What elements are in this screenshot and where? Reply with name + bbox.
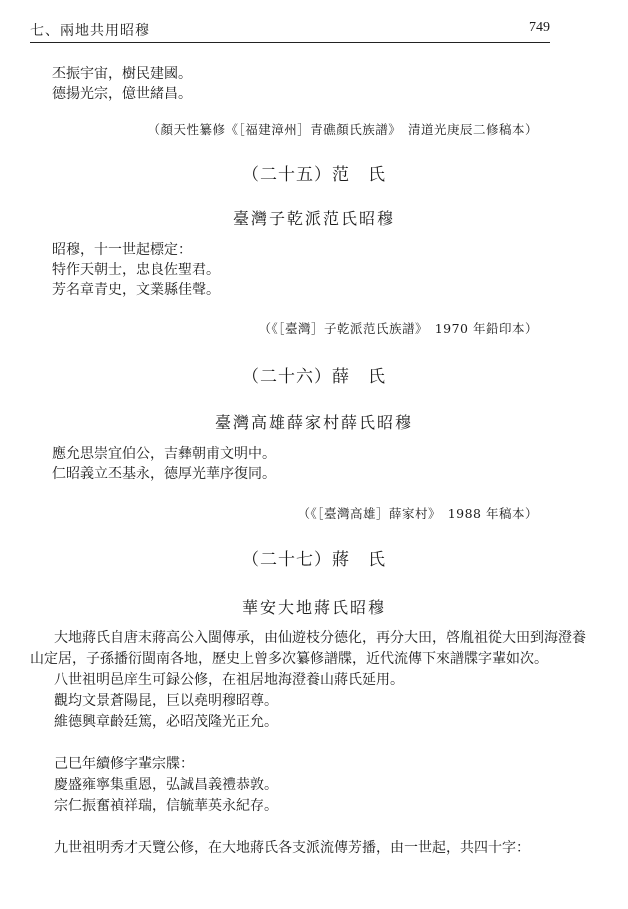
fan-citation: （《［臺灣］子乾派范氏族譜》 1970 年鉛印本） [258,321,538,336]
poem-line: 芳名章青史，文業縣佳聲。 [52,282,220,298]
subheading-jiang: 華安大地蔣氏昭穆 [241,598,386,617]
top-poem [52,64,192,104]
poem-line: 昭穆，十一世起標定： [52,242,192,258]
section-heading-xue: （二十六）薛 氏 [242,367,386,387]
poem-line: 特作天朝士，忠良佐聖君。 [52,262,220,278]
verse-line: 宗仁振奮禎祥瑞，信毓華英永紀存。 [54,798,278,814]
poem-line: 應允思崇宜伯公，吉彝朝甫文明中。 [52,446,276,462]
poem-line: 丕振宇宙，樹民建國。 [52,66,192,82]
ninth-generation-note: 九世祖明秀才天覽公修，在大地蔣氏各支派流傳芳播，由一世起，共四十字： [54,840,530,856]
xue-citation: （《［臺灣高雄］薛家村》 1988 年稿本） [297,506,538,521]
subheading-xue: 臺灣高雄薛家村薛氏昭穆 [214,413,413,432]
verse-line: 慶盛雍寧集重恩，弘誠昌義禮恭敦。 [54,777,278,793]
section-heading-fan: （二十五）范 氏 [242,165,386,185]
page-number: 749 [529,20,550,35]
xue-generation-poem [52,444,276,484]
section-heading-jiang: （二十七）蔣 氏 [242,550,386,570]
verse-line: 觀均文景蒼陽昆，巨以堯明穆昭尊。 [54,693,278,709]
poem-line: 仁昭義立丕基永，德厚光華序復同。 [52,466,276,482]
eighth-generation-note: 八世祖明邑庠生可録公修，在祖居地海澄養山蔣氏延用。 [54,672,404,688]
jiang-body [30,628,590,859]
subheading-fan: 臺灣子乾派范氏昭穆 [232,209,395,228]
jisi-note: 己巳年續修字輩宗牒： [54,756,194,772]
top-citation: （顏天性纂修《［福建漳州］青礁顏氏族譜》 清道光庚辰二修稿本） [147,122,538,137]
intro-paragraph: 大地蔣氏自唐末蔣高公入閩傳承，由仙遊枝分德化，再分大田，啓胤祖從大田到海澄養山定居，子孫播衍閩南各地，歷史上曾多次纂修譜牒，近代流傳下來譜牒字輩如次。 [30,630,586,667]
running-header [30,18,550,43]
poem-line: 德揚光宗，億世緒昌。 [52,86,192,102]
fan-generation-poem [52,240,220,300]
section-title: 七、兩地共用昭穆 [30,23,150,39]
verse-line: 維德興章齡廷篤，必昭茂隆光正允。 [54,714,278,730]
